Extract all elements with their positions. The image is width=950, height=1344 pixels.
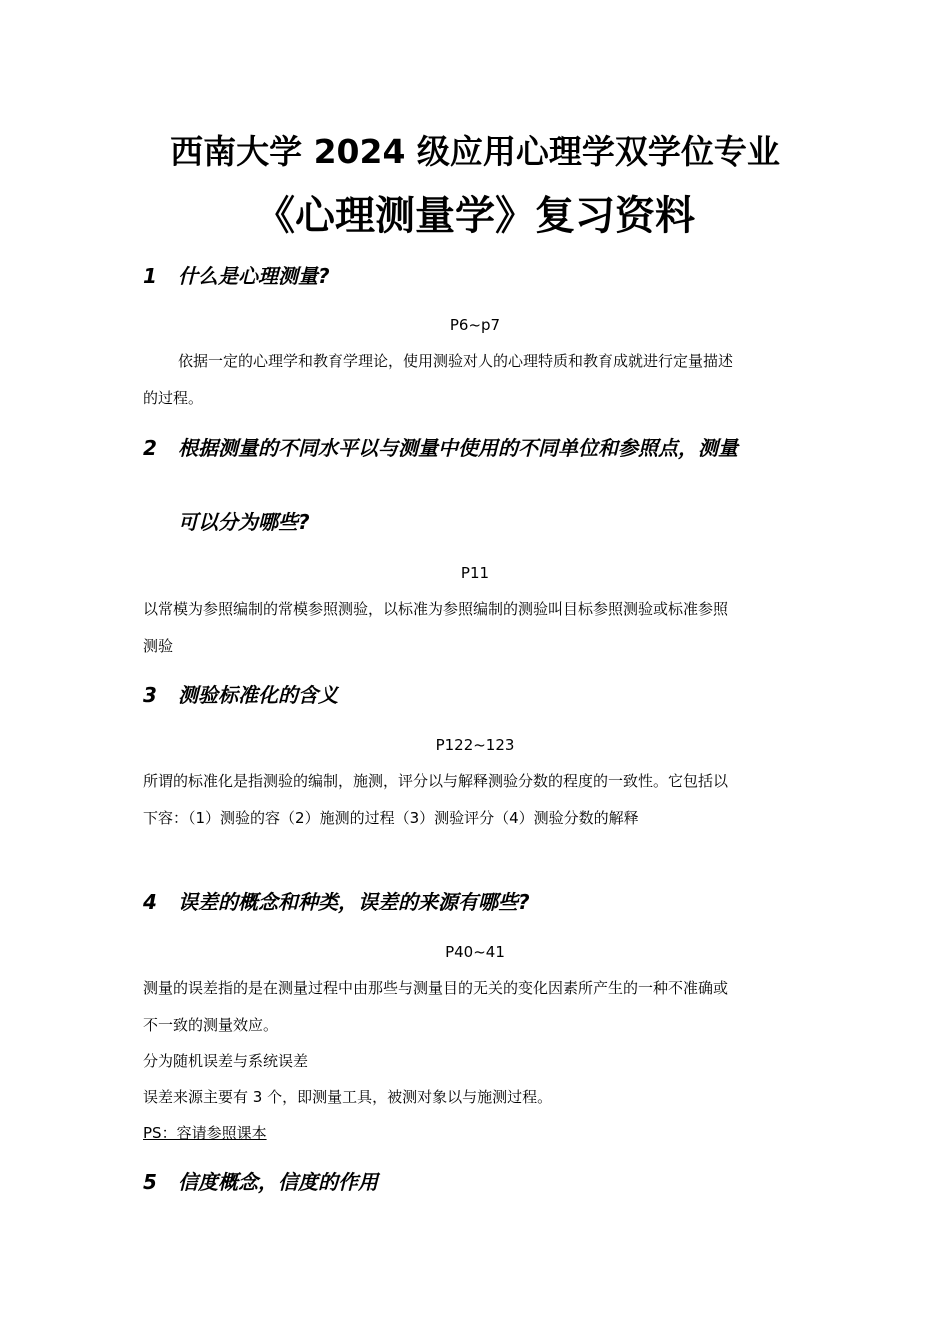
section-2-page-ref: P11	[460, 564, 490, 582]
section-number: 5	[143, 1170, 157, 1194]
section-question: 测验标准化的含义	[178, 683, 338, 707]
section-question: 信度概念，信度的作用	[178, 1170, 378, 1194]
section-1-text-line: 依据一定的心理学和教育学理论，使用测验对人的心理特质和教育成就进行定量描述	[178, 352, 734, 370]
section-1-heading	[143, 262, 330, 290]
section-number: 1	[143, 264, 157, 288]
section-2-text-line: 以常模为参照编制的常模参照测验，以标准为参照编制的测验叫目标参照测验或标准参照	[143, 600, 729, 618]
section-4-text-line: 不一致的测量效应。	[143, 1016, 279, 1034]
section-number: 4	[143, 890, 157, 914]
section-2-heading-continued: 可以分为哪些?	[178, 510, 310, 534]
section-3-page-ref: P122~123	[435, 736, 515, 754]
section-5-heading	[143, 1168, 378, 1196]
section-number: 3	[143, 683, 157, 707]
document-title-line-1: 西南大学 2024 级应用心理学双学位专业	[170, 132, 780, 171]
section-3-text-line: 下容：（1）测验的容（2）施测的过程（3）测验评分（4）测验分数的解释	[143, 809, 639, 827]
section-1-text-line: 的过程。	[143, 389, 204, 407]
document-title-line-2: 《心理测量学》复习资料	[255, 193, 695, 239]
section-question: 根据测量的不同水平以与测量中使用的不同单位和参照点，测量	[178, 436, 738, 460]
section-question: 什么是心理测量?	[178, 264, 330, 288]
section-4-heading	[143, 888, 530, 916]
section-number: 2	[143, 436, 157, 460]
section-1-page-ref: P6~p7	[449, 316, 501, 334]
section-question: 误差的概念和种类，误差的来源有哪些?	[178, 890, 530, 914]
section-2-text-line: 测验	[143, 637, 174, 655]
section-4-note-link: PS：容请参照课本	[143, 1124, 267, 1142]
section-3-text-line: 所谓的标准化是指测验的编制，施测，评分以与解释测验分数的程度的一致性。它包括以	[143, 772, 729, 790]
section-4-text-line: 分为随机误差与系统误差	[143, 1052, 309, 1070]
section-4-page-ref: P40~41	[445, 943, 505, 961]
section-3-heading	[143, 681, 338, 709]
section-4-text-line: 误差来源主要有 3 个，即测量工具，被测对象以与施测过程。	[143, 1088, 553, 1106]
section-2-heading	[143, 434, 738, 462]
section-4-text-line: 测量的误差指的是在测量过程中由那些与测量目的无关的变化因素所产生的一种不准确或	[143, 979, 729, 997]
